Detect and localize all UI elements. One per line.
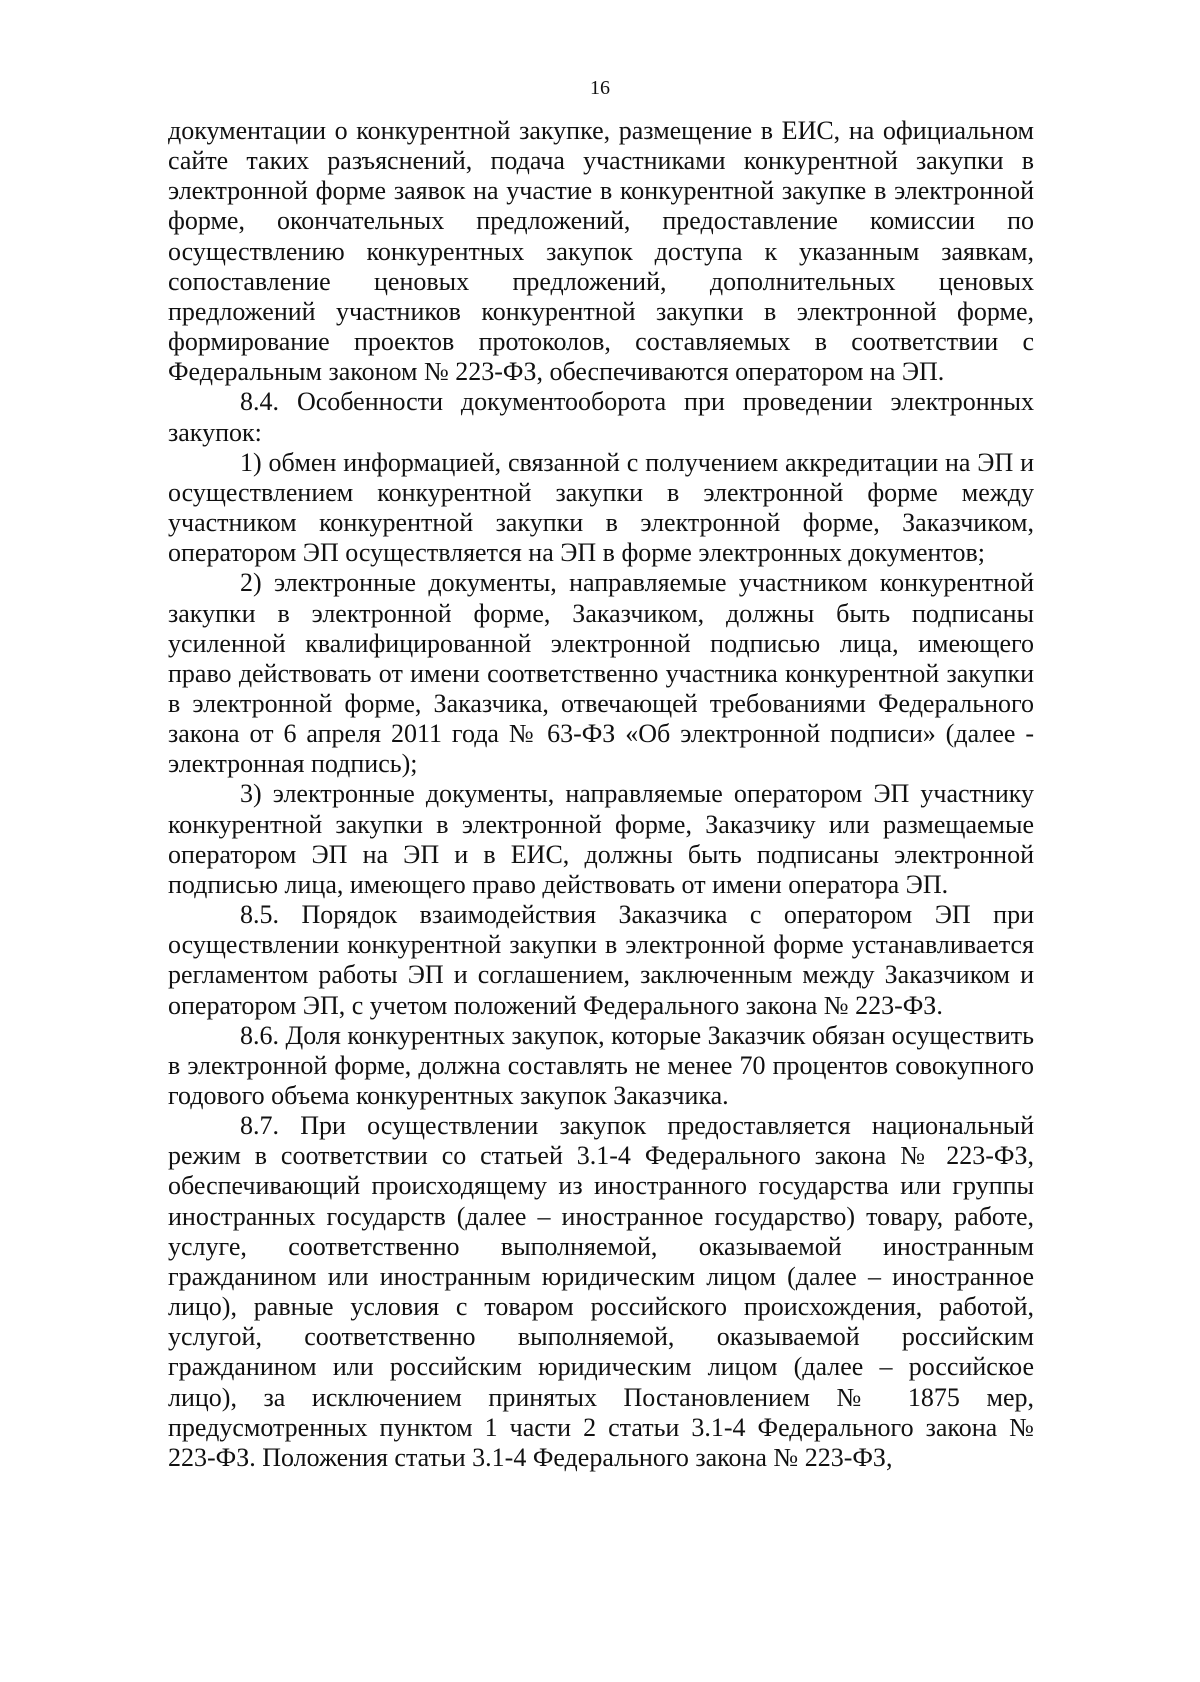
paragraph-clause-8-4-3: 3) электронные документы, направляемые оператором ЭП участнику конкурентной закупки в электронной форме, Заказчику или размещаемые оператором ЭП на ЭП и в ЕИС, должны быть подписаны электронной подписью лица, имеющего право действовать от имени оператора ЭП.: [168, 779, 1034, 899]
paragraph-clause-8-7: 8.7. При осуществлении закупок предоставляется национальный режим в соответствии со статьей 3.1-4 Федерального закона № 223-ФЗ, обеспечивающий происходящему из иностранного государства или группы иностранных государств (далее – иностранное государство) товару, работе, услуге, соответственно выполняемой, оказываемой иностранным гражданином или иностранным юридическим лицом (далее – иностранное лицо), равные условия с товаром российского происхождения, работой, услугой, соответственно выполняемой, оказываемой российским гражданином или российским юридическим лицом (далее – российское лицо), за исключением принятых Постановлением № 1875 мер, предусмотренных пунктом 1 части 2 статьи 3.1-4 Федерального закона № 223-ФЗ. Положения статьи 3.1-4 Федерального закона № 223-ФЗ,: [168, 1111, 1034, 1472]
page-number: 16: [590, 77, 610, 99]
document-body: [168, 116, 1034, 1473]
paragraph-clause-8-5: 8.5. Порядок взаимодействия Заказчика с оператором ЭП при осуществлении конкурентной закупки в электронной форме устанавливается регламентом работы ЭП и соглашением, заключенным между Заказчиком и оператором ЭП, с учетом положений Федерального закона № 223-ФЗ.: [168, 900, 1034, 1020]
paragraph-clause-8-4: 8.4. Особенности документооборота при проведении электронных закупок:: [168, 387, 1034, 447]
paragraph-clause-8-4-1: 1) обмен информацией, связанной с получением аккредитации на ЭП и осуществлением конкурентной закупки в электронной форме между участником конкурентной закупки в электронной форме, Заказчиком, оператором ЭП осуществляется на ЭП в форме электронных документов;: [168, 447, 1034, 568]
paragraph-continuation: документации о конкурентной закупке, размещение в ЕИС, на официальном сайте таких разъяснений, подача участниками конкурентной закупки в электронной форме заявок на участие в конкурентной закупке в электронной форме, окончательных предложений, предоставление комиссии по осуществлению конкурентных закупок доступа к указанным заявкам, сопоставление ценовых предложений, дополнительных ценовых предложений участников конкурентной закупки в электронной форме, формирование проектов протоколов, составляемых в соответствии с Федеральным законом № 223-ФЗ, обеспечиваются оператором на ЭП.: [168, 116, 1034, 387]
paragraph-clause-8-4-2: 2) электронные документы, направляемые участником конкурентной закупки в электронной форме, Заказчиком, должны быть подписаны усиленной квалифицированной электронной подписью лица, имеющего право действовать от имени соответственно участника конкурентной закупки в электронной форме, Заказчика, отвечающей требованиями Федерального закона от 6 апреля 2011 года № 63-ФЗ «Об электронной подписи» (далее - электронная подпись);: [168, 568, 1034, 779]
paragraph-clause-8-6: 8.6. Доля конкурентных закупок, которые Заказчик обязан осуществить в электронной форме, должна составлять не менее 70 процентов совокупного годового объема конкурентных закупок Заказчика.: [168, 1020, 1034, 1110]
